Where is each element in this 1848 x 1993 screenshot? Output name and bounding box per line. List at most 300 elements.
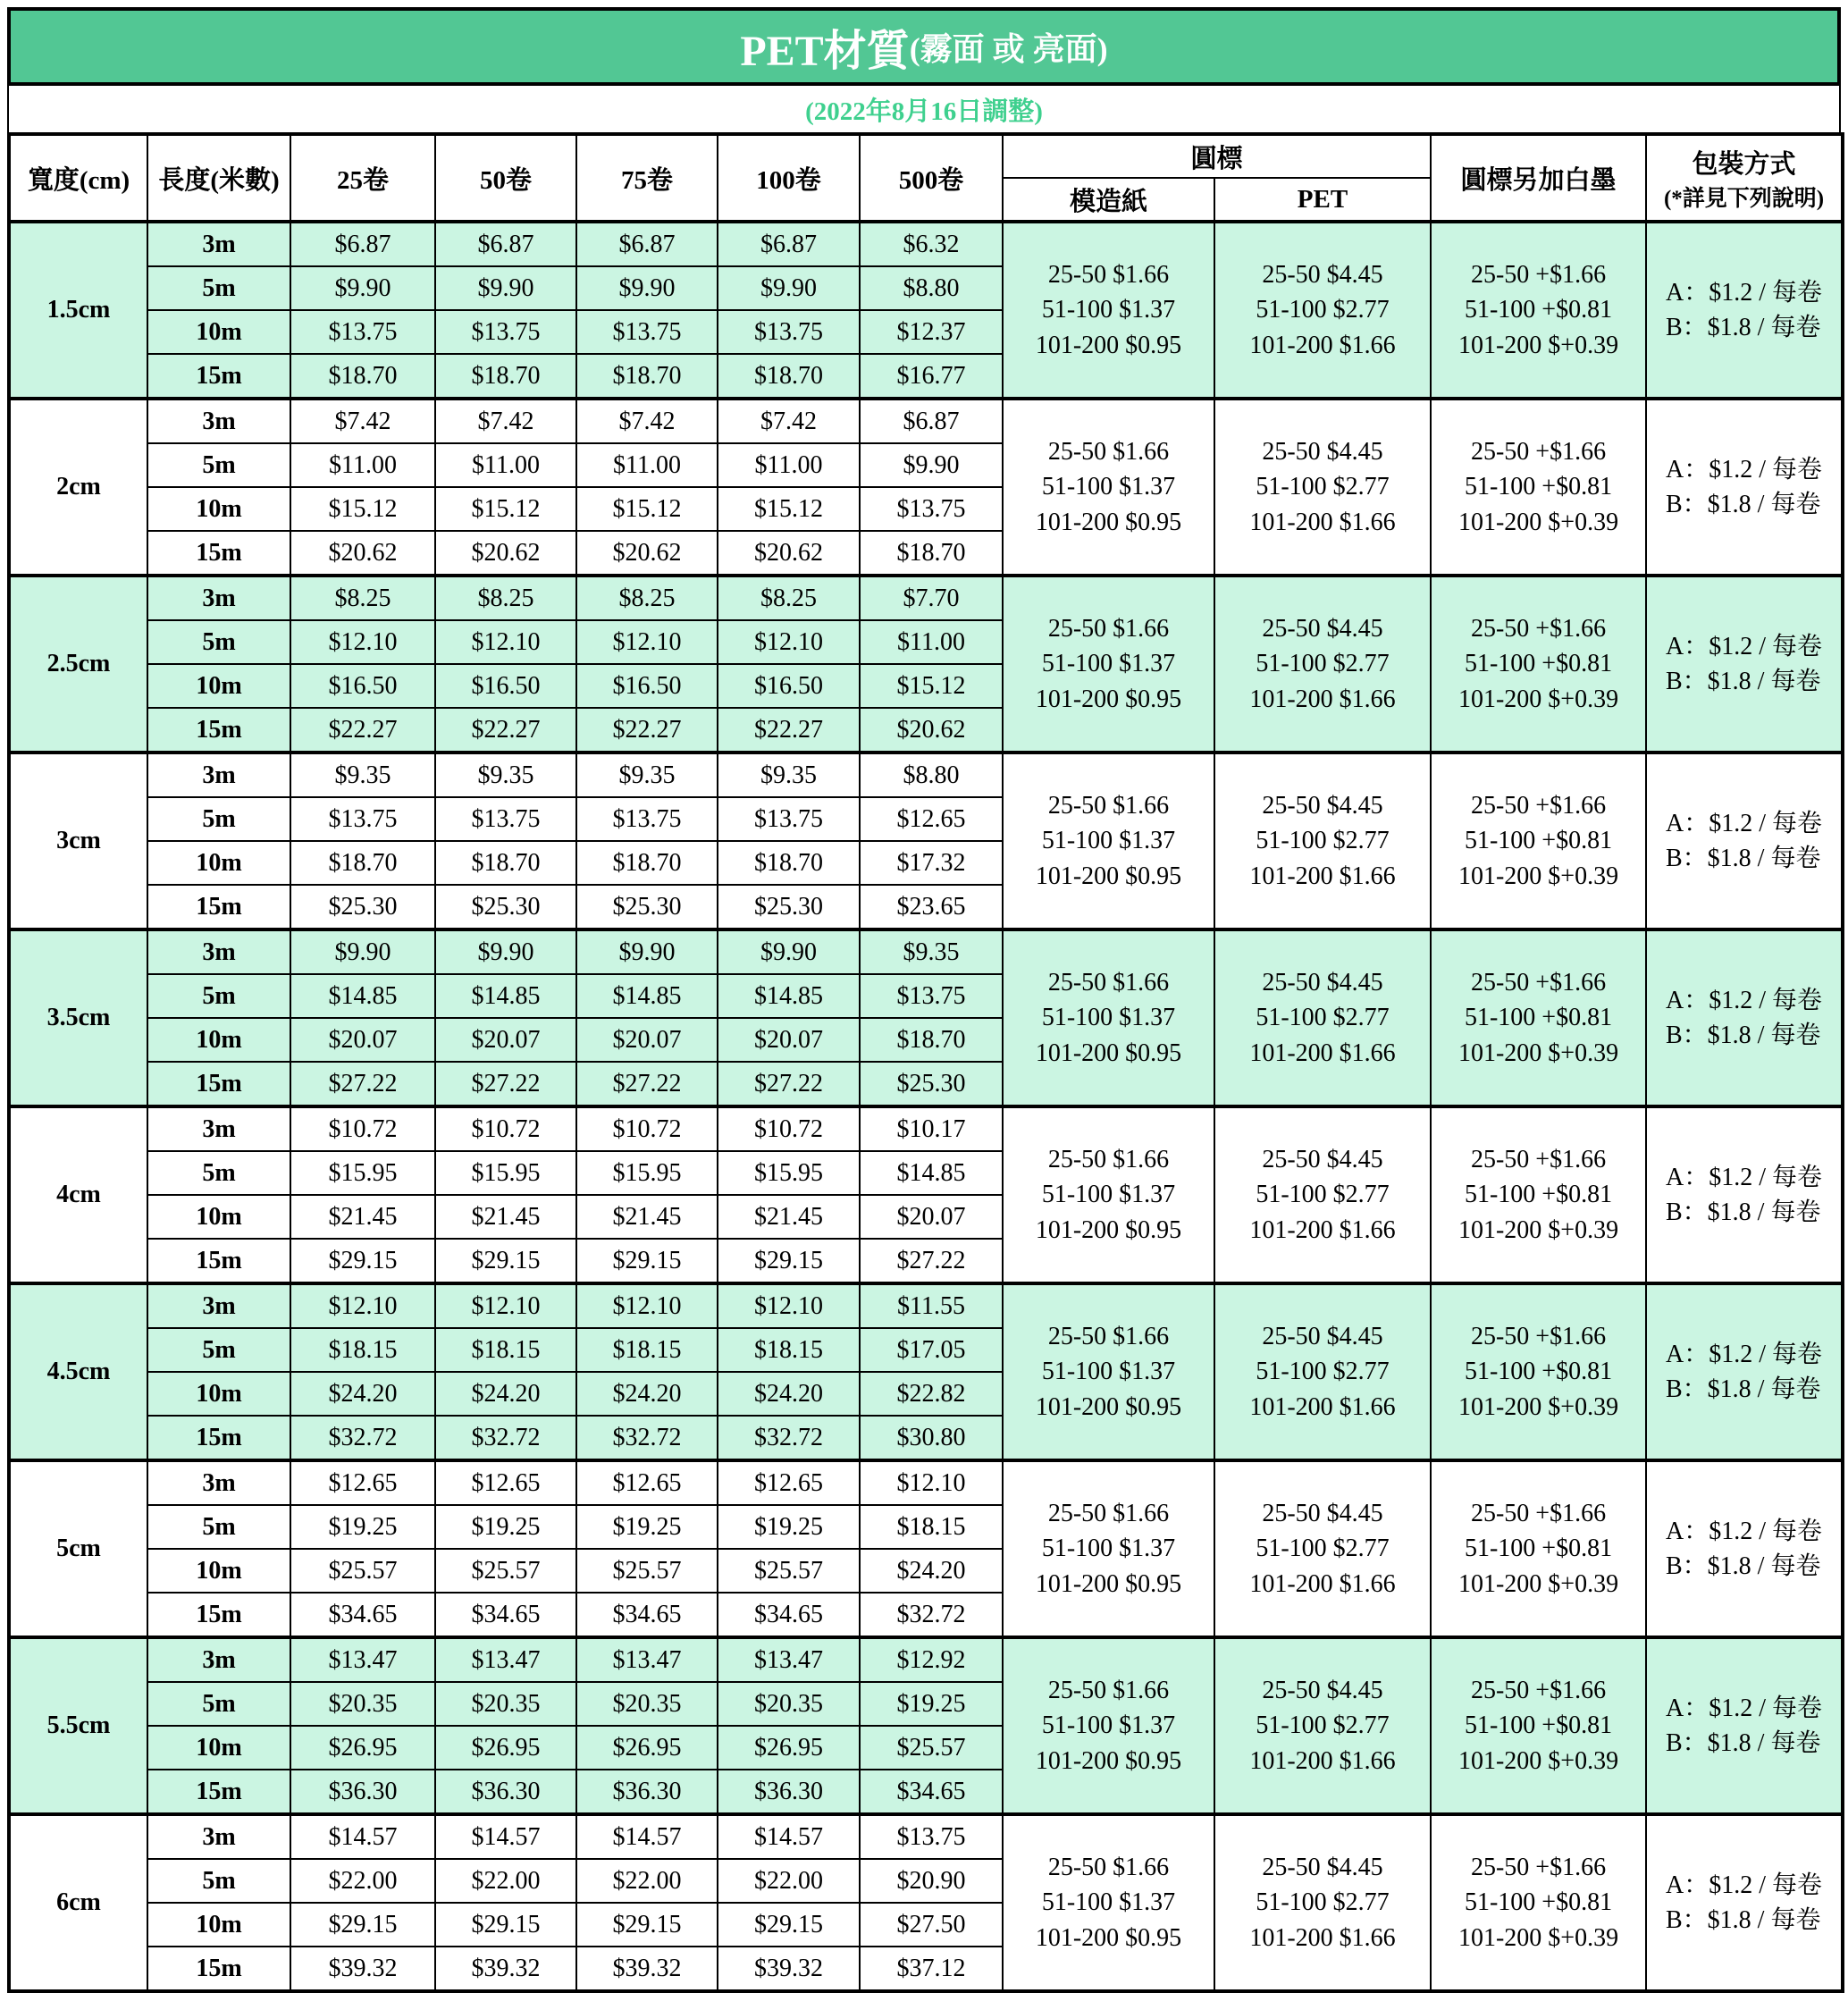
white-ink-price-cell-line: 101-200 $+0.39	[1457, 1923, 1619, 1952]
price-cell: $11.00	[860, 620, 1003, 664]
price-cell: $30.80	[860, 1416, 1003, 1460]
price-cell: $27.22	[718, 1062, 860, 1106]
price-cell: $15.95	[718, 1151, 860, 1195]
price-cell: $15.95	[435, 1151, 576, 1195]
price-cell: $7.42	[435, 399, 576, 443]
white-ink-price-cell-line: 51-100 +$0.81	[1464, 296, 1613, 324]
price-cell: $36.30	[290, 1770, 435, 1814]
white-ink-price-cell	[1431, 1460, 1646, 1637]
white-ink-price-cell-line: 51-100 +$0.81	[1464, 1358, 1613, 1386]
kraft-paper-price-cell-line: 101-200 $0.95	[1035, 1039, 1182, 1067]
price-cell: $16.50	[435, 664, 576, 708]
col-header-white-ink: 圓標另加白墨	[1431, 134, 1646, 222]
price-cell: $12.37	[860, 310, 1003, 354]
pet-price-cell-line: 25-50 $4.45	[1262, 969, 1383, 997]
length-cell: 3m	[147, 222, 290, 266]
price-cell: $22.00	[718, 1859, 860, 1903]
white-ink-price-cell-line: 25-50 +$1.66	[1470, 615, 1607, 643]
length-cell: 15m	[147, 531, 290, 576]
price-cell: $18.15	[718, 1328, 860, 1372]
price-cell: $12.10	[290, 620, 435, 664]
pet-price-cell-line: 51-100 $2.77	[1256, 650, 1390, 678]
packing-options	[1666, 1691, 1822, 1761]
pet-price-cell	[1214, 1637, 1431, 1814]
kraft-paper-price-cell-line: 25-50 $1.66	[1047, 1854, 1170, 1882]
price-cell: $39.32	[576, 1947, 718, 1991]
white-ink-price-cell	[1431, 929, 1646, 1106]
price-cell: $34.65	[576, 1593, 718, 1637]
width-cell: 4.5cm	[9, 1283, 147, 1460]
table-header	[9, 134, 1843, 222]
price-cell: $34.65	[718, 1593, 860, 1637]
price-cell: $13.75	[718, 310, 860, 354]
pet-price-cell	[1214, 753, 1431, 929]
price-cell: $13.75	[435, 310, 576, 354]
price-cell: $24.20	[718, 1372, 860, 1416]
kraft-paper-price-cell-line: 101-200 $0.95	[1035, 1923, 1182, 1952]
pet-price-cell	[1214, 1283, 1431, 1460]
pet-price-cell	[1214, 1460, 1431, 1637]
price-cell: $25.30	[290, 885, 435, 929]
price-cell: $25.57	[576, 1549, 718, 1593]
pet-price-cell-line: 101-200 $1.66	[1249, 1215, 1396, 1244]
price-cell: $13.75	[860, 1814, 1003, 1859]
price-cell: $6.87	[718, 222, 860, 266]
col-header-100roll: 100卷	[718, 134, 860, 222]
price-cell: $18.70	[718, 354, 860, 399]
table-row	[9, 753, 1843, 797]
table-row	[9, 576, 1843, 620]
packing-option-b: B：$1.8 / 每卷	[1666, 1552, 1821, 1580]
price-cell: $37.12	[860, 1947, 1003, 1991]
white-ink-price-cell-line: 101-200 $+0.39	[1457, 1569, 1619, 1598]
packing-price-cell	[1646, 399, 1843, 576]
price-cell: $22.27	[435, 708, 576, 753]
price-cell: $19.25	[860, 1682, 1003, 1726]
pet-price-cell-line: 25-50 $4.45	[1262, 1146, 1383, 1174]
price-cell: $6.87	[435, 222, 576, 266]
pet-price-cell	[1214, 576, 1431, 753]
length-cell: 15m	[147, 1239, 290, 1283]
length-cell: 3m	[147, 1106, 290, 1151]
table-row	[9, 1814, 1843, 1859]
price-cell: $13.75	[435, 797, 576, 841]
price-cell: $13.75	[718, 797, 860, 841]
col-header-length: 長度(米數)	[147, 134, 290, 222]
price-cell: $14.57	[435, 1814, 576, 1859]
price-cell: $18.70	[290, 354, 435, 399]
price-cell: $18.70	[576, 841, 718, 885]
price-cell: $20.07	[576, 1018, 718, 1062]
price-cell: $18.15	[576, 1328, 718, 1372]
price-cell: $15.12	[290, 487, 435, 531]
price-cell: $13.47	[718, 1637, 860, 1682]
width-cell: 6cm	[9, 1814, 147, 1991]
packing-options	[1666, 1337, 1822, 1407]
length-cell: 15m	[147, 1062, 290, 1106]
price-cell: $8.80	[860, 753, 1003, 797]
price-cell: $27.50	[860, 1903, 1003, 1947]
pet-price-cell-line: 51-100 $2.77	[1256, 1004, 1390, 1032]
white-ink-price-cell-line: 101-200 $+0.39	[1457, 1746, 1619, 1775]
kraft-paper-price-cell-line: 25-50 $1.66	[1047, 1323, 1170, 1351]
price-cell: $22.00	[290, 1859, 435, 1903]
price-cell: $18.70	[860, 1018, 1003, 1062]
price-cell: $20.90	[860, 1859, 1003, 1903]
price-cell: $10.17	[860, 1106, 1003, 1151]
price-cell: $22.82	[860, 1372, 1003, 1416]
white-ink-price-cell-line: 25-50 +$1.66	[1470, 1323, 1607, 1351]
price-cell: $15.95	[290, 1151, 435, 1195]
price-cell: $29.15	[576, 1239, 718, 1283]
price-cell: $25.57	[860, 1726, 1003, 1770]
kraft-paper-price-cell-line: 101-200 $0.95	[1035, 685, 1182, 713]
price-cell: $11.55	[860, 1283, 1003, 1328]
pet-price-cell-line: 25-50 $4.45	[1262, 615, 1383, 643]
price-cell: $10.72	[718, 1106, 860, 1151]
price-cell: $9.90	[860, 443, 1003, 487]
price-cell: $11.00	[576, 443, 718, 487]
width-cell: 2cm	[9, 399, 147, 576]
price-cell: $25.57	[718, 1549, 860, 1593]
pet-price-cell-line: 101-200 $1.66	[1249, 685, 1396, 713]
width-cell: 4cm	[9, 1106, 147, 1283]
length-cell: 10m	[147, 1018, 290, 1062]
table-row	[9, 399, 1843, 443]
length-cell: 15m	[147, 885, 290, 929]
price-cell: $12.10	[860, 1460, 1003, 1505]
kraft-paper-price-cell	[1003, 1460, 1214, 1637]
pet-price-cell-line: 51-100 $2.77	[1256, 1535, 1390, 1563]
price-cell: $14.57	[576, 1814, 718, 1859]
price-cell: $9.35	[576, 753, 718, 797]
price-cell: $18.70	[860, 531, 1003, 576]
white-ink-price-cell	[1431, 753, 1646, 929]
pet-price-cell-line: 51-100 $2.77	[1256, 827, 1390, 855]
white-ink-price-cell-line: 25-50 +$1.66	[1470, 1677, 1607, 1705]
table-row	[9, 1460, 1843, 1505]
white-ink-price-cell-line: 25-50 +$1.66	[1470, 261, 1607, 290]
kraft-paper-price-cell-line: 51-100 $1.37	[1041, 1888, 1176, 1917]
pet-price-cell-line: 101-200 $1.66	[1249, 1039, 1396, 1067]
length-cell: 5m	[147, 1859, 290, 1903]
white-ink-price-cell-line: 25-50 +$1.66	[1470, 438, 1607, 467]
price-cell: $20.62	[576, 531, 718, 576]
price-cell: $10.72	[435, 1106, 576, 1151]
price-cell: $15.12	[576, 487, 718, 531]
price-cell: $22.27	[290, 708, 435, 753]
price-cell: $20.62	[718, 531, 860, 576]
pet-price-cell-line: 101-200 $1.66	[1249, 1569, 1396, 1598]
price-cell: $39.32	[290, 1947, 435, 1991]
pet-price-cell-line: 25-50 $4.45	[1262, 438, 1383, 467]
price-cell: $9.90	[576, 929, 718, 974]
page-title-subtext: (霧面 或 亮面)	[909, 30, 1108, 67]
length-cell: 10m	[147, 1549, 290, 1593]
length-cell: 3m	[147, 576, 290, 620]
price-cell: $15.12	[860, 664, 1003, 708]
price-cell: $34.65	[860, 1770, 1003, 1814]
pet-price-cell-line: 51-100 $2.77	[1256, 473, 1390, 501]
length-cell: 10m	[147, 664, 290, 708]
length-cell: 10m	[147, 841, 290, 885]
packing-price-cell	[1646, 1460, 1843, 1637]
pet-price-cell-line: 25-50 $4.45	[1262, 1854, 1383, 1882]
kraft-paper-price-cell-line: 51-100 $1.37	[1041, 1358, 1176, 1386]
packing-option-a: A：$1.2 / 每卷	[1666, 986, 1823, 1014]
price-cell: $16.50	[290, 664, 435, 708]
kraft-paper-price-cell	[1003, 399, 1214, 576]
kraft-paper-price-cell-line: 51-100 $1.37	[1041, 1004, 1176, 1032]
table-row	[9, 929, 1843, 974]
price-cell: $36.30	[576, 1770, 718, 1814]
white-ink-price-cell-line: 51-100 +$0.81	[1464, 1711, 1613, 1740]
price-cell: $21.45	[576, 1195, 718, 1239]
price-cell: $32.72	[435, 1416, 576, 1460]
pet-price-cell-line: 51-100 $2.77	[1256, 1888, 1390, 1917]
price-cell: $29.15	[290, 1239, 435, 1283]
price-cell: $16.50	[576, 664, 718, 708]
pet-price-cell	[1214, 1106, 1431, 1283]
price-cell: $25.30	[718, 885, 860, 929]
price-cell: $9.90	[290, 929, 435, 974]
pet-price-cell	[1214, 399, 1431, 576]
price-cell: $29.15	[576, 1903, 718, 1947]
packing-option-a: A：$1.2 / 每卷	[1666, 632, 1823, 660]
length-cell: 15m	[147, 1947, 290, 1991]
width-cell: 2.5cm	[9, 576, 147, 753]
white-ink-price-cell-line: 101-200 $+0.39	[1457, 331, 1619, 359]
packing-price-cell	[1646, 1637, 1843, 1814]
pet-price-cell-line: 25-50 $4.45	[1262, 1677, 1383, 1705]
length-cell: 10m	[147, 1903, 290, 1947]
packing-options	[1666, 1160, 1822, 1230]
price-cell: $17.32	[860, 841, 1003, 885]
kraft-paper-price-cell	[1003, 222, 1214, 399]
price-cell: $19.25	[718, 1505, 860, 1549]
kraft-paper-price-cell-line: 51-100 $1.37	[1041, 296, 1176, 324]
price-cell: $36.30	[435, 1770, 576, 1814]
pet-price-cell-line: 101-200 $1.66	[1249, 331, 1396, 359]
packing-option-a: A：$1.2 / 每卷	[1666, 1517, 1823, 1545]
white-ink-price-cell-line: 101-200 $+0.39	[1457, 1215, 1619, 1244]
packing-option-a: A：$1.2 / 每卷	[1666, 455, 1823, 484]
price-cell: $12.65	[435, 1460, 576, 1505]
length-cell: 15m	[147, 354, 290, 399]
packing-option-a: A：$1.2 / 每卷	[1666, 809, 1823, 837]
price-cell: $18.15	[860, 1505, 1003, 1549]
price-cell: $20.07	[718, 1018, 860, 1062]
table-row	[9, 1637, 1843, 1682]
white-ink-price-cell-line: 101-200 $+0.39	[1457, 508, 1619, 536]
price-cell: $7.42	[290, 399, 435, 443]
length-cell: 5m	[147, 974, 290, 1018]
kraft-paper-price-cell	[1003, 1637, 1214, 1814]
price-cell: $12.10	[576, 620, 718, 664]
kraft-paper-price-cell-line: 51-100 $1.37	[1041, 1181, 1176, 1209]
pet-price-cell-line: 101-200 $1.66	[1249, 1923, 1396, 1952]
price-cell: $16.77	[860, 354, 1003, 399]
revision-date: (2022年8月16日調整)	[805, 97, 1043, 126]
price-cell: $12.65	[860, 797, 1003, 841]
price-cell: $15.12	[718, 487, 860, 531]
price-cell: $9.35	[290, 753, 435, 797]
price-cell: $6.87	[860, 399, 1003, 443]
packing-options	[1666, 629, 1822, 699]
price-cell: $25.30	[435, 885, 576, 929]
kraft-paper-price-cell-line: 101-200 $0.95	[1035, 1392, 1182, 1421]
price-cell: $20.35	[576, 1682, 718, 1726]
kraft-paper-price-cell-line: 101-200 $0.95	[1035, 1215, 1182, 1244]
price-cell: $27.22	[290, 1062, 435, 1106]
price-cell: $12.65	[576, 1460, 718, 1505]
price-cell: $13.47	[290, 1637, 435, 1682]
col-header-round-label: 圓標	[1003, 134, 1431, 178]
white-ink-price-cell-line: 51-100 +$0.81	[1464, 473, 1613, 501]
length-cell: 3m	[147, 399, 290, 443]
white-ink-price-cell-line: 101-200 $+0.39	[1457, 685, 1619, 713]
packing-options	[1666, 983, 1822, 1053]
white-ink-price-cell-line: 101-200 $+0.39	[1457, 1392, 1619, 1421]
white-ink-price-cell-line: 25-50 +$1.66	[1470, 792, 1607, 820]
price-cell: $25.57	[435, 1549, 576, 1593]
pet-price-cell-line: 51-100 $2.77	[1256, 1358, 1390, 1386]
price-cell: $15.95	[576, 1151, 718, 1195]
price-cell: $18.70	[576, 354, 718, 399]
price-cell: $9.90	[576, 266, 718, 310]
white-ink-price-cell-line: 51-100 +$0.81	[1464, 1888, 1613, 1917]
price-cell: $27.22	[435, 1062, 576, 1106]
kraft-paper-price-cell	[1003, 929, 1214, 1106]
price-cell: $9.90	[718, 929, 860, 974]
col-header-width: 寬度(cm)	[9, 134, 147, 222]
pet-price-cell-line: 51-100 $2.77	[1256, 296, 1390, 324]
width-cell: 1.5cm	[9, 222, 147, 399]
price-cell: $34.65	[435, 1593, 576, 1637]
kraft-paper-price-cell-line: 25-50 $1.66	[1047, 1500, 1170, 1528]
price-cell: $29.15	[435, 1903, 576, 1947]
col-header-25roll: 25卷	[290, 134, 435, 222]
white-ink-price-cell-line: 25-50 +$1.66	[1470, 1146, 1607, 1174]
white-ink-price-cell-line: 51-100 +$0.81	[1464, 827, 1613, 855]
pet-price-cell-line: 101-200 $1.66	[1249, 862, 1396, 890]
price-cell: $20.35	[435, 1682, 576, 1726]
pet-price-cell	[1214, 222, 1431, 399]
price-cell: $6.32	[860, 222, 1003, 266]
length-cell: 3m	[147, 1460, 290, 1505]
title-band	[7, 7, 1841, 86]
col-header-500roll: 500卷	[860, 134, 1003, 222]
price-cell: $34.65	[290, 1593, 435, 1637]
kraft-paper-price-cell	[1003, 753, 1214, 929]
price-cell: $39.32	[435, 1947, 576, 1991]
price-table	[7, 132, 1844, 1993]
price-cell: $12.10	[435, 620, 576, 664]
packing-option-b: B：$1.8 / 每卷	[1666, 1022, 1821, 1049]
price-cell: $22.00	[576, 1859, 718, 1903]
pet-price-cell-line: 51-100 $2.77	[1256, 1181, 1390, 1209]
price-cell: $8.25	[718, 576, 860, 620]
price-cell: $18.70	[290, 841, 435, 885]
price-cell: $13.47	[576, 1637, 718, 1682]
length-cell: 5m	[147, 1151, 290, 1195]
price-cell: $39.32	[718, 1947, 860, 1991]
table-row	[9, 222, 1843, 266]
packing-option-b: B：$1.8 / 每卷	[1666, 1375, 1821, 1403]
price-cell: $18.15	[290, 1328, 435, 1372]
price-cell: $19.25	[435, 1505, 576, 1549]
price-cell: $9.90	[435, 929, 576, 974]
price-cell: $20.35	[718, 1682, 860, 1726]
length-cell: 5m	[147, 1682, 290, 1726]
price-cell: $22.27	[576, 708, 718, 753]
table-body	[9, 222, 1843, 1991]
price-cell: $14.85	[718, 974, 860, 1018]
price-cell: $8.25	[435, 576, 576, 620]
packing-options	[1666, 806, 1822, 876]
col-header-kraft-paper: 模造紙	[1003, 178, 1214, 222]
price-cell: $14.85	[576, 974, 718, 1018]
price-cell: $26.95	[718, 1726, 860, 1770]
price-cell: $12.92	[860, 1637, 1003, 1682]
price-cell: $16.50	[718, 664, 860, 708]
white-ink-price-cell-line: 25-50 +$1.66	[1470, 1854, 1607, 1882]
pet-price-cell	[1214, 1814, 1431, 1991]
packing-option-b: B：$1.8 / 每卷	[1666, 1906, 1821, 1934]
price-cell: $13.47	[435, 1637, 576, 1682]
packing-price-cell	[1646, 576, 1843, 753]
length-cell: 10m	[147, 487, 290, 531]
price-cell: $23.65	[860, 885, 1003, 929]
price-cell: $9.90	[290, 266, 435, 310]
kraft-paper-price-cell-line: 101-200 $0.95	[1035, 331, 1182, 359]
length-cell: 15m	[147, 1416, 290, 1460]
kraft-paper-price-cell-line: 25-50 $1.66	[1047, 792, 1170, 820]
price-cell: $27.22	[860, 1239, 1003, 1283]
price-cell: $27.22	[576, 1062, 718, 1106]
price-cell: $8.80	[860, 266, 1003, 310]
price-cell: $22.00	[435, 1859, 576, 1903]
subtitle-row	[7, 86, 1841, 132]
kraft-paper-price-cell-line: 101-200 $0.95	[1035, 508, 1182, 536]
kraft-paper-price-cell-line: 25-50 $1.66	[1047, 261, 1170, 290]
price-cell: $17.05	[860, 1328, 1003, 1372]
pet-price-cell-line: 25-50 $4.45	[1262, 261, 1383, 290]
kraft-paper-price-cell-line: 101-200 $0.95	[1035, 1746, 1182, 1775]
price-cell: $20.62	[860, 708, 1003, 753]
kraft-paper-price-cell	[1003, 1283, 1214, 1460]
kraft-paper-price-cell-line: 51-100 $1.37	[1041, 827, 1176, 855]
price-cell: $36.30	[718, 1770, 860, 1814]
packing-price-cell	[1646, 1283, 1843, 1460]
packing-options	[1666, 452, 1822, 522]
packing-option-a: A：$1.2 / 每卷	[1666, 1340, 1823, 1368]
packing-title: 包裝方式	[1692, 149, 1796, 179]
price-cell: $24.20	[290, 1372, 435, 1416]
price-cell: $24.20	[576, 1372, 718, 1416]
price-cell: $7.70	[860, 576, 1003, 620]
kraft-paper-price-cell-line: 25-50 $1.66	[1047, 1146, 1170, 1174]
packing-price-cell	[1646, 753, 1843, 929]
kraft-paper-price-cell	[1003, 576, 1214, 753]
price-cell: $13.75	[290, 797, 435, 841]
length-cell: 10m	[147, 310, 290, 354]
white-ink-price-cell	[1431, 222, 1646, 399]
page-title: PET材質	[740, 27, 910, 75]
packing-option-b: B：$1.8 / 每卷	[1666, 491, 1821, 518]
kraft-paper-price-cell-line: 101-200 $0.95	[1035, 862, 1182, 890]
white-ink-price-cell	[1431, 1637, 1646, 1814]
